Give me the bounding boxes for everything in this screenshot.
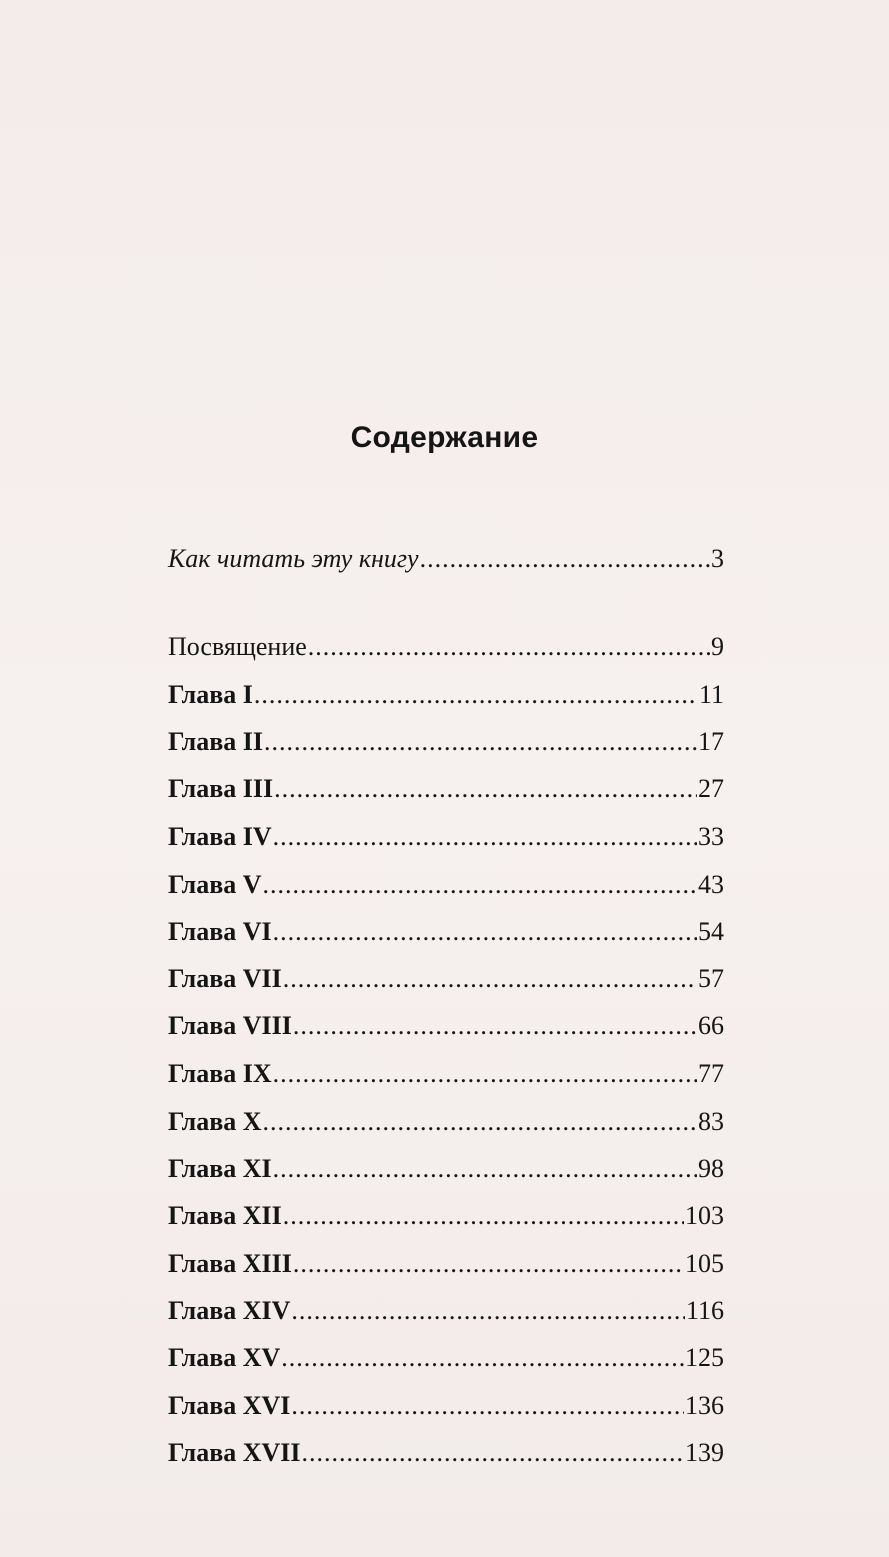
- toc-entry: [168, 1055, 724, 1093]
- toc-entry-page: 125: [685, 1343, 724, 1372]
- toc-entry: [168, 540, 724, 578]
- toc-entry: [168, 960, 724, 998]
- toc-entry-page: 103: [685, 1201, 724, 1230]
- toc-entry-page: 105: [685, 1249, 724, 1278]
- toc-entry-label: Глава VII: [168, 964, 282, 993]
- toc-entry-page: 17: [698, 727, 724, 756]
- toc-entry-label: Глава XV: [168, 1343, 281, 1372]
- toc-entry-page: 83: [698, 1107, 724, 1136]
- toc-entry-page: 136: [685, 1391, 724, 1420]
- toc-entry: [168, 1434, 724, 1472]
- toc-entry: [168, 913, 724, 951]
- toc-entry-label: Глава X: [168, 1107, 262, 1136]
- toc-entry-label: Глава V: [168, 870, 262, 899]
- toc-entry: [168, 770, 724, 808]
- toc-leader-dots: [308, 628, 710, 666]
- toc-leader-dots: [291, 1292, 685, 1330]
- toc-leader-dots: [264, 723, 697, 761]
- toc-entry: [168, 676, 724, 714]
- toc-entry: [168, 628, 724, 666]
- toc-leader-dots: [273, 818, 697, 856]
- toc-entry-label: Глава XIII: [168, 1249, 292, 1278]
- toc-entry-label: Глава XI: [168, 1154, 272, 1183]
- toc-leader-dots: [283, 1197, 684, 1235]
- toc-entry-page: 77: [698, 1059, 724, 1088]
- toc-entry: [168, 818, 724, 856]
- toc-leader-dots: [273, 1150, 697, 1188]
- toc-leader-dots: [293, 1245, 684, 1283]
- toc-entry-page: 57: [698, 964, 724, 993]
- toc-entry: [168, 1387, 724, 1425]
- toc-entry-page: 27: [698, 774, 724, 803]
- toc-entry-label: Посвящение: [168, 632, 307, 661]
- toc-entry: [168, 1245, 724, 1283]
- toc-entry-label: Глава I: [168, 680, 253, 709]
- toc-leader-dots: [281, 1339, 684, 1377]
- toc-entry-label: Глава IV: [168, 822, 272, 851]
- toc-entry-page: 9: [711, 632, 724, 661]
- toc-leader-dots: [273, 1055, 697, 1093]
- toc-entry-page: 33: [698, 822, 724, 851]
- toc-entry: [168, 866, 724, 904]
- toc-entry: [168, 1103, 724, 1141]
- toc-leader-dots: [283, 960, 697, 998]
- toc-entry-label: Глава XII: [168, 1201, 282, 1230]
- toc-entry-label: Как читать эту книгу: [168, 544, 419, 573]
- toc-leader-dots: [274, 770, 697, 808]
- toc-entry: [168, 1150, 724, 1188]
- toc-entry: [168, 1197, 724, 1235]
- toc-entry-label: Глава VI: [168, 917, 272, 946]
- toc-entry-page: 139: [685, 1438, 724, 1467]
- toc-entry: [168, 1339, 724, 1377]
- toc-entry: [168, 1007, 724, 1045]
- toc-leader-dots: [420, 540, 710, 578]
- toc-entry: [168, 723, 724, 761]
- toc-entry-page: 116: [685, 1296, 724, 1325]
- toc-entry-page: 43: [698, 870, 724, 899]
- toc-entry-page: 98: [698, 1154, 724, 1183]
- toc-entry-page: 54: [698, 917, 724, 946]
- toc-entry-label: Глава IX: [168, 1059, 272, 1088]
- toc-entry-label: Глава XIV: [168, 1296, 291, 1325]
- toc-entry-label: Глава VIII: [168, 1011, 292, 1040]
- toc-entry-label: Глава XVII: [168, 1438, 301, 1467]
- toc-entry-label: Глава XVI: [168, 1391, 291, 1420]
- toc-title: Содержание: [350, 421, 539, 454]
- toc-entry-page: 3: [711, 544, 724, 573]
- toc-leader-dots: [291, 1387, 684, 1425]
- toc-entry: [168, 1292, 724, 1330]
- toc-entry-page: 11: [698, 680, 724, 709]
- toc-entry-label: Глава III: [168, 774, 274, 803]
- toc-leader-dots: [263, 866, 697, 904]
- toc-leader-dots: [273, 913, 697, 951]
- toc-entry-page: 66: [698, 1011, 724, 1040]
- toc-leader-dots: [293, 1007, 697, 1045]
- toc-entry-label: Глава II: [168, 727, 263, 756]
- toc-leader-dots: [302, 1434, 684, 1472]
- toc-leader-dots: [263, 1103, 697, 1141]
- toc-leader-dots: [254, 676, 698, 714]
